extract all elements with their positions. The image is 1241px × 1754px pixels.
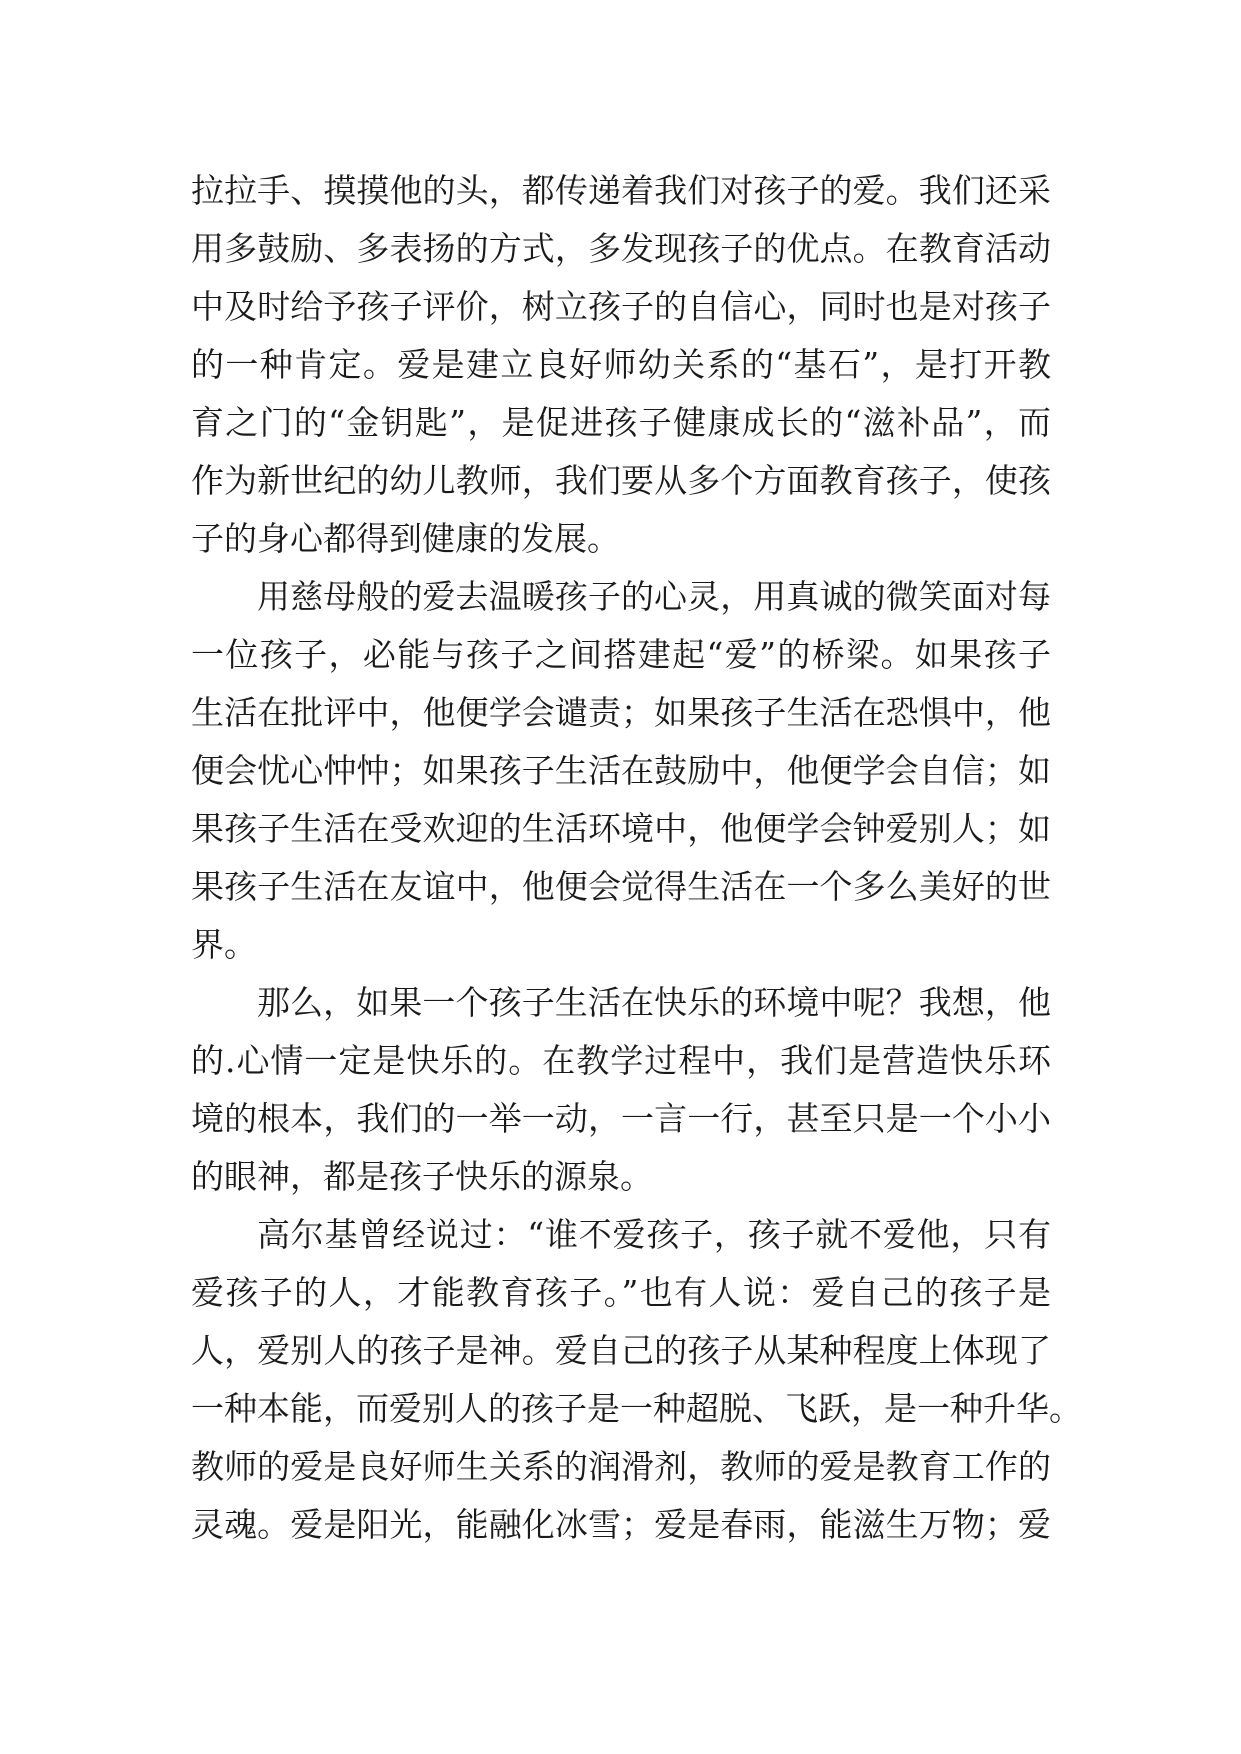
- paragraph-line: 界。: [191, 925, 257, 964]
- paragraph-1: [191, 162, 1051, 568]
- paragraph-line: 中及时给予孩子评价，树立孩子的自信心，同时也是对孩子: [191, 287, 1051, 326]
- paragraph-line: 用慈母般的爱去温暖孩子的心灵，用真诚的微笑面对每: [257, 577, 1051, 616]
- paragraph-4: [191, 1206, 1082, 1554]
- paragraph-line: 一种本能，而爱别人的孩子是一种超脱、飞跃，是一种升华。: [191, 1389, 1082, 1428]
- paragraph-line: 的眼神，都是孩子快乐的源泉。: [191, 1157, 653, 1196]
- paragraph-line: 的.心情一定是快乐的。在教学过程中，我们是营造快乐环: [191, 1041, 1051, 1080]
- paragraph-line: 便会忧心忡忡；如果孩子生活在鼓励中，他便学会自信；如: [191, 751, 1051, 790]
- paragraph-line: 育之门的“金钥匙”，是促进孩子健康成长的“滋补品”，而: [191, 403, 1051, 442]
- paragraph-3: [191, 974, 1051, 1206]
- paragraph-line: 一位孩子，必能与孩子之间搭建起“爱”的桥梁。如果孩子: [191, 635, 1051, 674]
- document-body: [191, 162, 1082, 1554]
- paragraph-line: 果孩子生活在友谊中，他便会觉得生活在一个多么美好的世: [191, 867, 1051, 906]
- paragraph-2: [191, 568, 1051, 974]
- paragraph-line: 果孩子生活在受欢迎的生活环境中，他便学会钟爱别人；如: [191, 809, 1051, 848]
- paragraph-line: 用多鼓励、多表扬的方式，多发现孩子的优点。在教育活动: [191, 229, 1051, 268]
- paragraph-line: 灵魂。爱是阳光，能融化冰雪；爱是春雨，能滋生万物；爱: [191, 1505, 1051, 1544]
- paragraph-line: 作为新世纪的幼儿教师，我们要从多个方面教育孩子，使孩: [191, 461, 1051, 500]
- paragraph-line: 子的身心都得到健康的发展。: [191, 519, 620, 558]
- paragraph-line: 生活在批评中，他便学会谴责；如果孩子生活在恐惧中，他: [191, 693, 1051, 732]
- paragraph-line: 拉拉手、摸摸他的头，都传递着我们对孩子的爱。我们还采: [191, 171, 1051, 210]
- paragraph-line: 的一种肯定。爱是建立良好师幼关系的“基石”，是打开教: [191, 345, 1051, 384]
- paragraph-line: 人，爱别人的孩子是神。爱自己的孩子从某种程度上体现了: [191, 1331, 1051, 1370]
- paragraph-line: 高尔基曾经说过：“谁不爱孩子，孩子就不爱他，只有: [257, 1215, 1051, 1254]
- paragraph-line: 那么，如果一个孩子生活在快乐的环境中呢？我想，他: [257, 983, 1051, 1022]
- paragraph-line: 爱孩子的人，才能教育孩子。”也有人说：爱自己的孩子是: [191, 1273, 1051, 1312]
- paragraph-line: 教师的爱是良好师生关系的润滑剂，教师的爱是教育工作的: [191, 1447, 1051, 1486]
- paragraph-line: 境的根本，我们的一举一动，一言一行，甚至只是一个小小: [191, 1099, 1051, 1138]
